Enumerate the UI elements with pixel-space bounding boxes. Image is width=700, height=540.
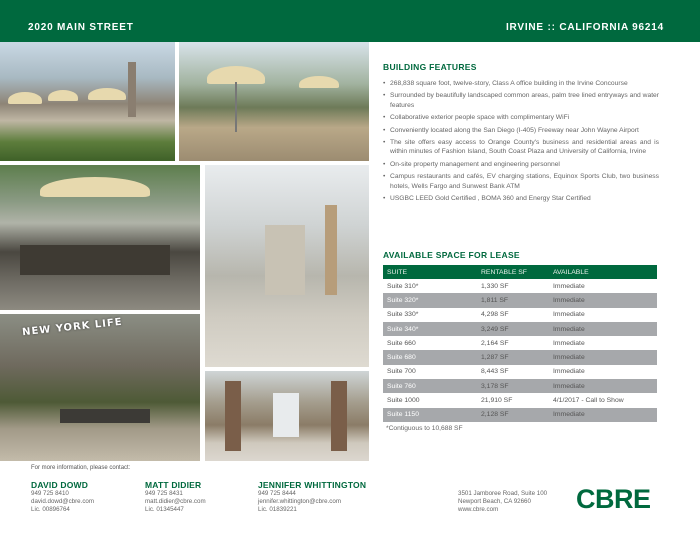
lobby-interior-photo [205,165,369,367]
table-footnote: *Contiguous to 10,688 SF [386,425,463,432]
table-row [383,408,657,422]
available-cell: Immediate [553,325,585,333]
features-heading: BUILDING FEATURES [383,62,477,72]
contact-card [258,480,366,514]
rentable-sf-cell: 3,249 SF [481,325,509,333]
rentable-sf-cell: 21,910 SF [481,397,513,405]
column-header-sf: RENTABLE SF [481,268,527,276]
plaza-photo [0,42,175,161]
space-heading: AVAILABLE SPACE FOR LEASE [383,250,520,260]
rentable-sf-cell: 8,443 SF [481,368,509,376]
feature-item: • Campus restaurants and cafés, EV charging stations, Equinox Sports Club, two business hotels, Wells Fargo and Sunwest Bank ATM [383,172,659,191]
contact-email[interactable]: jennifer.whittington@cbre.com [258,498,341,505]
lease-table [383,265,657,422]
rentable-sf-cell: 1,330 SF [481,282,509,290]
contact-phone: 949 725 8444 [258,490,296,497]
feature-item: • Conveniently located along the San Diego (I-405) Freeway near John Wayne Airport [383,126,659,135]
available-cell: Immediate [553,339,585,347]
contact-card [31,480,94,514]
column-header-available: AVAILABLE [553,268,589,276]
feature-item: • 268,838 square foot, twelve-story, Class A office building in the Irvine Concourse [383,79,659,88]
office-website[interactable]: www.cbre.com [458,506,499,513]
building-entrance-photo [0,314,200,461]
available-cell: Immediate [553,296,585,304]
suite-cell: Suite 760 [387,382,416,390]
feature-item: • Collaborative exterior people space with complimentary WiFi [383,113,659,122]
header-bar [0,0,700,42]
feature-item: • The site offers easy access to Orange County's business and residential areas and is within minutes of Fashion Island, South Coast Plaza and University of California, Irvine [383,138,659,157]
suite-cell: Suite 1000 [387,397,420,405]
rentable-sf-cell: 2,128 SF [481,411,509,419]
table-header [383,265,657,279]
elevator-lobby-photo [205,371,369,461]
rentable-sf-cell: 2,164 SF [481,339,509,347]
available-cell: Immediate [553,311,585,319]
rentable-sf-cell: 4,298 SF [481,311,509,319]
table-row [383,336,657,350]
contact-name: DAVID DOWD [31,480,89,490]
suite-cell: Suite 330* [387,311,419,319]
contact-email[interactable]: matt.didier@cbre.com [145,498,206,505]
table-row [383,379,657,393]
available-cell: Immediate [553,411,585,419]
suite-cell: Suite 660 [387,339,416,347]
suite-cell: Suite 1150 [387,411,419,419]
contact-phone: 949 725 8410 [31,490,69,497]
contact-name: JENNIFER WHITTINGTON [258,480,367,490]
suite-cell: Suite 340* [387,325,419,333]
table-row [383,293,657,307]
feature-item: • On-site property management and engineering personnel [383,160,659,169]
suite-cell: Suite 310* [387,282,419,290]
contact-card [145,480,206,514]
property-city: IRVINE :: CALIFORNIA 96214 [505,22,664,33]
courtyard-umbrellas-photo [179,42,369,161]
rentable-sf-cell: 1,287 SF [481,354,509,362]
table-row [383,350,657,364]
suite-cell: Suite 680 [387,354,416,362]
table-row [383,279,657,293]
suite-cell: Suite 320* [387,296,419,304]
available-cell: Immediate [553,368,585,376]
contact-phone: 949 725 8431 [145,490,183,497]
contact-license: Lic. 01345447 [145,506,184,513]
suite-cell: Suite 700 [387,368,416,376]
office-city: Newport Beach, CA 92660 [458,498,531,505]
available-cell: 4/1/2017 - Call to Show [553,397,624,405]
available-cell: Immediate [553,282,585,290]
table-row [383,365,657,379]
contact-name: MATT DIDIER [145,480,202,490]
rentable-sf-cell: 3,178 SF [481,382,509,390]
contact-email[interactable]: david.dowd@cbre.com [31,498,95,505]
table-row [383,308,657,322]
property-address: 2020 MAIN STREET [28,22,134,33]
building-sign: NEW YORK LIFE [21,316,124,339]
table-row [383,393,657,407]
contact-intro: For more information, please contact: [31,465,131,471]
office-address [458,490,547,514]
feature-item: • USGBC LEED Gold Certified , BOMA 360 and Energy Star Certified [383,194,659,203]
available-cell: Immediate [553,354,585,362]
table-row [383,322,657,336]
office-street: 3501 Jamboree Road, Suite 100 [458,490,548,497]
available-cell: Immediate [553,382,585,390]
column-header-suite: SUITE [387,268,408,276]
lounge-seating-photo [0,165,200,310]
cbre-logo: CBRE [576,484,651,514]
rentable-sf-cell: 1,811 SF [481,296,509,304]
contact-license: Lic. 01839221 [258,506,297,513]
contact-license: Lic. 00896764 [31,506,70,513]
features-list [383,79,659,206]
feature-item: • Surrounded by beautifully landscaped common areas, palm tree lined entryways and water features [383,91,659,110]
